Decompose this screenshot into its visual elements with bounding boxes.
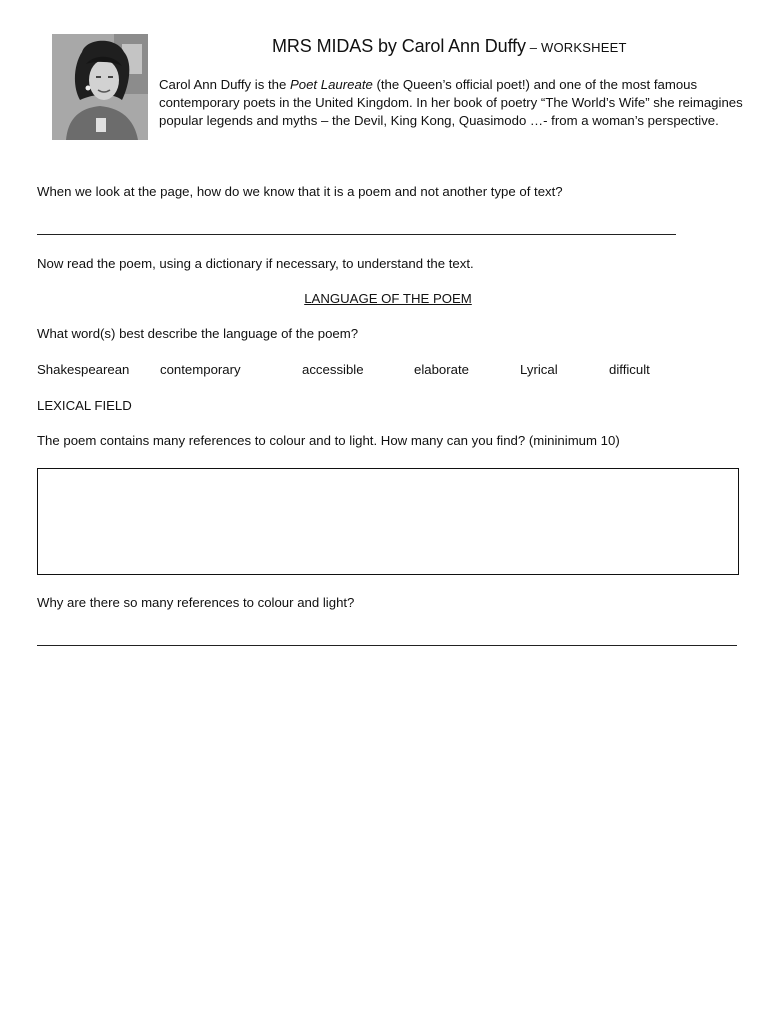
intro-paragraph [159,76,759,130]
portrait-icon [52,34,148,140]
author-photo [52,34,148,140]
question-why-colour-light: Why are there so many references to colour and light? [37,595,355,610]
worksheet-title [272,36,627,57]
word-option-contemporary[interactable]: contemporary [160,362,241,377]
language-heading: LANGUAGE OF THE POEM [304,291,472,306]
question-colour-light: The poem contains many references to colour and to light. How many can you find? (mininimum 10) [37,433,620,448]
word-option-accessible[interactable]: accessible [302,362,364,377]
question-poem-form: When we look at the page, how do we know that it is a poem and not another type of text? [37,184,563,199]
answer-line-2[interactable] [37,645,737,646]
reading-instruction: Now read the poem, using a dictionary if necessary, to understand the text. [37,256,474,271]
word-option-difficult[interactable]: difficult [609,362,650,377]
word-option-shakespearean[interactable]: Shakespearean [37,362,130,377]
title-main: MRS MIDAS by Carol Ann Duffy [272,36,526,56]
answer-line-1[interactable] [37,234,676,235]
word-option-lyrical[interactable]: Lyrical [520,362,558,377]
intro-text-start: Carol Ann Duffy is the [159,77,290,92]
question-language-words: What word(s) best describe the language of the poem? [37,326,359,341]
word-option-elaborate[interactable]: elaborate [414,362,469,377]
title-suffix: – WORKSHEET [525,40,627,55]
intro-text-end: (the Queen’s official poet!) and one of the most famous contemporary poets in the United Kingdom. In her book of poetry “The World’s Wife” she reimagines popular legends and myths – the Devil, King Kong, Quasimodo …- from a woman’s perspective. [159,77,743,128]
colour-light-answer-box[interactable] [37,468,739,575]
intro-italic-term: Poet Laureate [289,77,373,92]
lexical-field-label: LEXICAL FIELD [37,398,132,413]
